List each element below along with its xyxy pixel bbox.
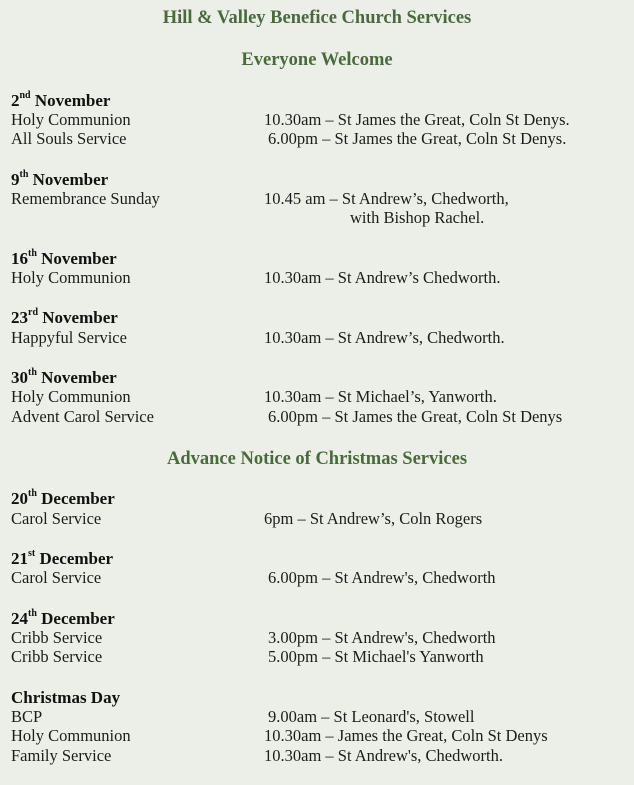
date-heading-dec-21 [11, 550, 113, 568]
date-suffix: st [28, 548, 36, 560]
service-name: All Souls Service [11, 129, 127, 148]
service-detail: 10.30am – St Andrew’s, Chedworth. [264, 328, 505, 347]
date-month: December [41, 609, 115, 628]
service-name: Remembrance Sunday [11, 189, 160, 208]
service-detail: 9.00am – St Leonard's, Stowell [268, 707, 475, 726]
date-month: November [41, 249, 117, 268]
date-suffix: rd [28, 307, 38, 319]
service-name: Cribb Service [11, 628, 103, 647]
service-detail: 5.00pm – St Michael's Yanworth [268, 647, 484, 666]
service-detail: 6pm – St Andrew’s, Coln Rogers [264, 509, 483, 528]
date-day: 16 [11, 249, 28, 268]
date-heading-dec-24 [11, 610, 115, 628]
service-detail: 6.00pm – St James the Great, Coln St Denys [268, 407, 563, 426]
date-month: November [34, 91, 111, 110]
date-day: 2 [11, 91, 20, 110]
date-day: 21 [11, 549, 28, 568]
date-suffix: th [28, 248, 37, 260]
date-heading-christmas-day [11, 689, 120, 707]
service-name: Advent Carol Service [11, 407, 154, 426]
service-name: Holy Communion [11, 726, 131, 745]
service-detail: 6.00pm – St James the Great, Coln St Denys. [268, 129, 567, 148]
date-day: Christmas Day [11, 688, 121, 707]
date-day: 30 [11, 368, 28, 387]
service-name: Holy Communion [11, 268, 131, 287]
service-detail: 6.00pm – St Andrew's, Chedworth [268, 568, 496, 587]
advance-notice-heading: Advance Notice of Christmas Services [166, 449, 468, 469]
service-name: Family Service [11, 746, 112, 765]
service-name: Holy Communion [11, 387, 131, 406]
page-subtitle: Everyone Welcome [241, 50, 393, 70]
date-day: 20 [11, 489, 28, 508]
date-heading-nov-9 [11, 171, 108, 189]
date-month: November [42, 308, 118, 327]
service-detail: 10.45 am – St Andrew’s, Chedworth, [264, 189, 509, 208]
service-detail: 10.30am – St Andrew's, Chedworth. [264, 746, 504, 765]
date-suffix: th [28, 488, 37, 500]
service-detail-continued: with Bishop Rachel. [350, 208, 485, 227]
service-name: Carol Service [11, 509, 102, 528]
service-name: Happyful Service [11, 328, 127, 347]
date-heading-nov-2 [11, 92, 110, 110]
date-month: December [41, 489, 115, 508]
date-heading-nov-23 [11, 309, 118, 327]
service-name: Carol Service [11, 568, 102, 587]
date-heading-nov-16 [11, 250, 117, 268]
date-month: November [41, 368, 117, 387]
date-suffix: th [19, 169, 29, 181]
service-detail: 10.30am – James the Great, Coln St Denys [264, 726, 548, 745]
date-heading-nov-30 [11, 369, 117, 387]
service-name: Cribb Service [11, 647, 103, 666]
date-day: 23 [11, 308, 28, 327]
date-heading-dec-20 [11, 490, 115, 508]
date-day: 24 [11, 609, 28, 628]
service-detail: 10.30am – St Michael’s, Yanworth. [264, 387, 497, 406]
date-day: 9 [11, 170, 20, 189]
service-detail: 3.00pm – St Andrew's, Chedworth [268, 628, 496, 647]
service-detail: 10.30am – St James the Great, Coln St Denys. [264, 110, 570, 129]
date-suffix: nd [19, 90, 31, 102]
page-title: Hill & Valley Benefice Church Services [162, 8, 472, 28]
service-name: BCP [11, 707, 43, 726]
date-suffix: th [28, 608, 37, 620]
service-detail: 10.30am – St Andrew’s Chedworth. [264, 268, 501, 287]
date-suffix: th [28, 367, 37, 379]
service-name: Holy Communion [11, 110, 131, 129]
date-month: December [39, 549, 114, 568]
date-month: November [32, 170, 109, 189]
